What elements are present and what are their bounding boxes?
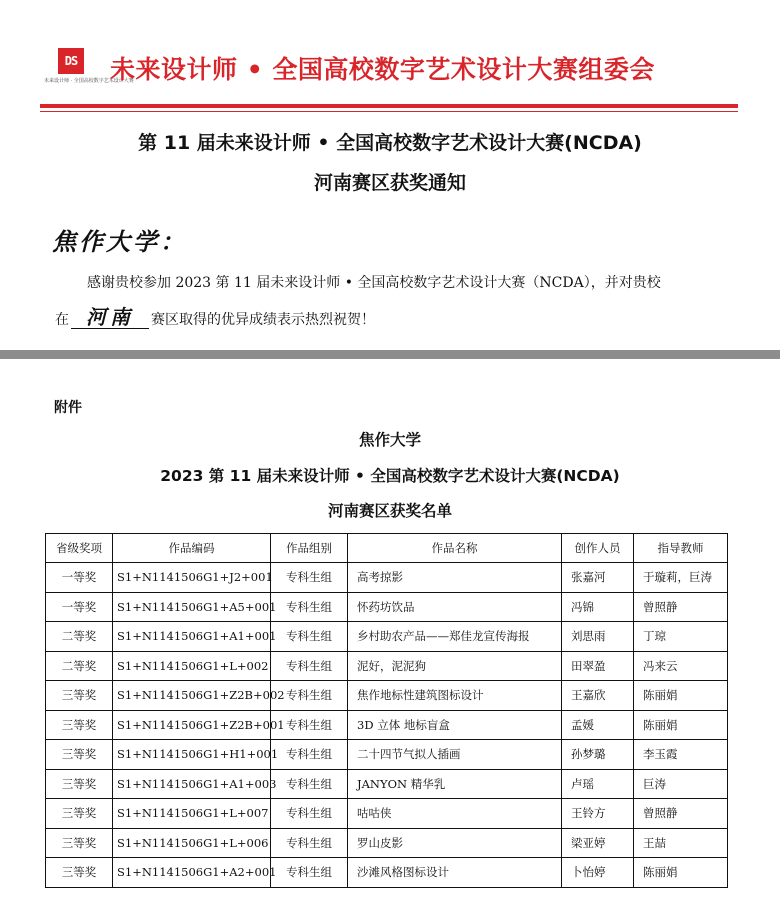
cell-code: S1+N1141506G1+L+002 (113, 651, 271, 681)
cell-group: 专科生组 (271, 681, 348, 711)
attachment-school: 焦作大学 (358, 431, 421, 449)
awards-table (45, 533, 728, 888)
cell-title: 怀药坊饮品 (348, 592, 562, 622)
cell-advisor: 王喆 (634, 828, 728, 858)
cell-title: 沙滩风格图标设计 (348, 858, 562, 888)
cell-title: 罗山皮影 (348, 828, 562, 858)
cell-title: 二十四节气拟人插画 (348, 740, 562, 770)
cell-award: 三等奖 (46, 828, 113, 858)
cell-title: JANYON 精华乳 (348, 769, 562, 799)
cell-advisor: 陈丽娟 (634, 858, 728, 888)
cell-award: 三等奖 (46, 681, 113, 711)
table-row (46, 563, 728, 593)
recipient-handwritten: 焦作大学： (52, 227, 187, 256)
table-row (46, 769, 728, 799)
header-rule-thin (40, 111, 738, 112)
cell-creator: 梁亚婷 (562, 828, 634, 858)
cell-title: 3D 立体 地标盲盒 (348, 710, 562, 740)
attachment-subtitle: 河南赛区获奖名单 (327, 502, 452, 520)
para-suffix: 赛区取得的优异成绩表示热烈祝贺！ (151, 312, 375, 328)
cell-advisor: 陈丽娟 (634, 710, 728, 740)
cell-title: 焦作地标性建筑图标设计 (348, 681, 562, 711)
cell-code: S1+N1141506G1+A5+001 (113, 592, 271, 622)
cell-award: 三等奖 (46, 799, 113, 829)
table-row (46, 740, 728, 770)
notice-title: 第 11 届未来设计师 • 全国高校数字艺术设计大赛(NCDA) (138, 132, 642, 154)
cell-advisor: 丁琼 (634, 622, 728, 652)
col-header-award: 省级奖项 (46, 534, 113, 563)
para-prefix: 在 (55, 312, 69, 328)
cell-group: 专科生组 (271, 651, 348, 681)
attachment-title: 2023 第 11 届未来设计师 • 全国高校数字艺术设计大赛(NCDA) (160, 467, 620, 485)
table-row (46, 592, 728, 622)
region-handwritten: 河南 (71, 306, 149, 329)
cell-code: S1+N1141506G1+L+006 (113, 828, 271, 858)
cell-group: 专科生组 (271, 710, 348, 740)
table-row (46, 710, 728, 740)
table-row (46, 799, 728, 829)
organizer-logo: DS (58, 48, 84, 74)
cell-creator: 张嘉河 (562, 563, 634, 593)
col-header-title: 作品名称 (348, 534, 562, 563)
cell-award: 二等奖 (46, 651, 113, 681)
cell-advisor: 陈丽娟 (634, 681, 728, 711)
notice-paragraph-line1: 感谢贵校参加 2023 第 11 届未来设计师 • 全国高校数字艺术设计大赛（NCDA），并对贵校 (87, 275, 661, 291)
cell-title: 高考掠影 (348, 563, 562, 593)
cell-advisor: 冯来云 (634, 651, 728, 681)
cell-award: 三等奖 (46, 769, 113, 799)
cell-advisor: 曾照静 (634, 799, 728, 829)
table-row (46, 858, 728, 888)
cell-code: S1+N1141506G1+H1+001 (113, 740, 271, 770)
attachment-label: 附件 (54, 400, 82, 416)
cell-code: S1+N1141506G1+A1+001 (113, 622, 271, 652)
cell-creator: 卢瑶 (562, 769, 634, 799)
logo-caption: 未来设计师 · 全国高校数字艺术设计大赛 (44, 78, 134, 84)
table-row (46, 622, 728, 652)
col-header-code: 作品编码 (113, 534, 271, 563)
cell-title: 咕咕侠 (348, 799, 562, 829)
page-divider (0, 350, 780, 359)
col-header-group: 作品组别 (271, 534, 348, 563)
cell-award: 一等奖 (46, 592, 113, 622)
cell-creator: 孟媛 (562, 710, 634, 740)
cell-code: S1+N1141506G1+L+007 (113, 799, 271, 829)
cell-group: 专科生组 (271, 858, 348, 888)
cell-advisor: 于璇莉，巨涛 (634, 563, 728, 593)
cell-group: 专科生组 (271, 769, 348, 799)
cell-creator: 刘思雨 (562, 622, 634, 652)
notice-subtitle: 河南赛区获奖通知 (313, 172, 466, 194)
cell-code: S1+N1141506G1+Z2B+001 (113, 710, 271, 740)
cell-code: S1+N1141506G1+A1+003 (113, 769, 271, 799)
cell-code: S1+N1141506G1+A2+001 (113, 858, 271, 888)
cell-award: 一等奖 (46, 563, 113, 593)
organizer-title: 未来设计师 • 全国高校数字艺术设计大赛组委会 (110, 55, 655, 84)
cell-advisor: 巨涛 (634, 769, 728, 799)
cell-creator: 王嘉欣 (562, 681, 634, 711)
cell-creator: 卜怡婷 (562, 858, 634, 888)
col-header-advisor: 指导教师 (634, 534, 728, 563)
table-row (46, 828, 728, 858)
cell-code: S1+N1141506G1+J2+001 (113, 563, 271, 593)
cell-group: 专科生组 (271, 563, 348, 593)
cell-title: 乡村助农产品——郑佳龙宣传海报 (348, 622, 562, 652)
cell-creator: 田翠盈 (562, 651, 634, 681)
header-rule-thick (40, 104, 738, 108)
cell-group: 专科生组 (271, 828, 348, 858)
cell-group: 专科生组 (271, 799, 348, 829)
cell-creator: 王铃方 (562, 799, 634, 829)
table-header-row (46, 534, 728, 563)
table-row (46, 681, 728, 711)
cell-creator: 孙梦璐 (562, 740, 634, 770)
cell-award: 三等奖 (46, 858, 113, 888)
cell-group: 专科生组 (271, 740, 348, 770)
cell-advisor: 李玉霞 (634, 740, 728, 770)
cell-group: 专科生组 (271, 622, 348, 652)
cell-code: S1+N1141506G1+Z2B+002 (113, 681, 271, 711)
cell-award: 三等奖 (46, 710, 113, 740)
notice-paragraph-line2 (55, 306, 735, 331)
table-row (46, 651, 728, 681)
cell-advisor: 曾照静 (634, 592, 728, 622)
cell-title: 泥好，泥泥狗 (348, 651, 562, 681)
cell-award: 二等奖 (46, 622, 113, 652)
cell-creator: 冯锦 (562, 592, 634, 622)
col-header-creator: 创作人员 (562, 534, 634, 563)
cell-group: 专科生组 (271, 592, 348, 622)
cell-award: 三等奖 (46, 740, 113, 770)
